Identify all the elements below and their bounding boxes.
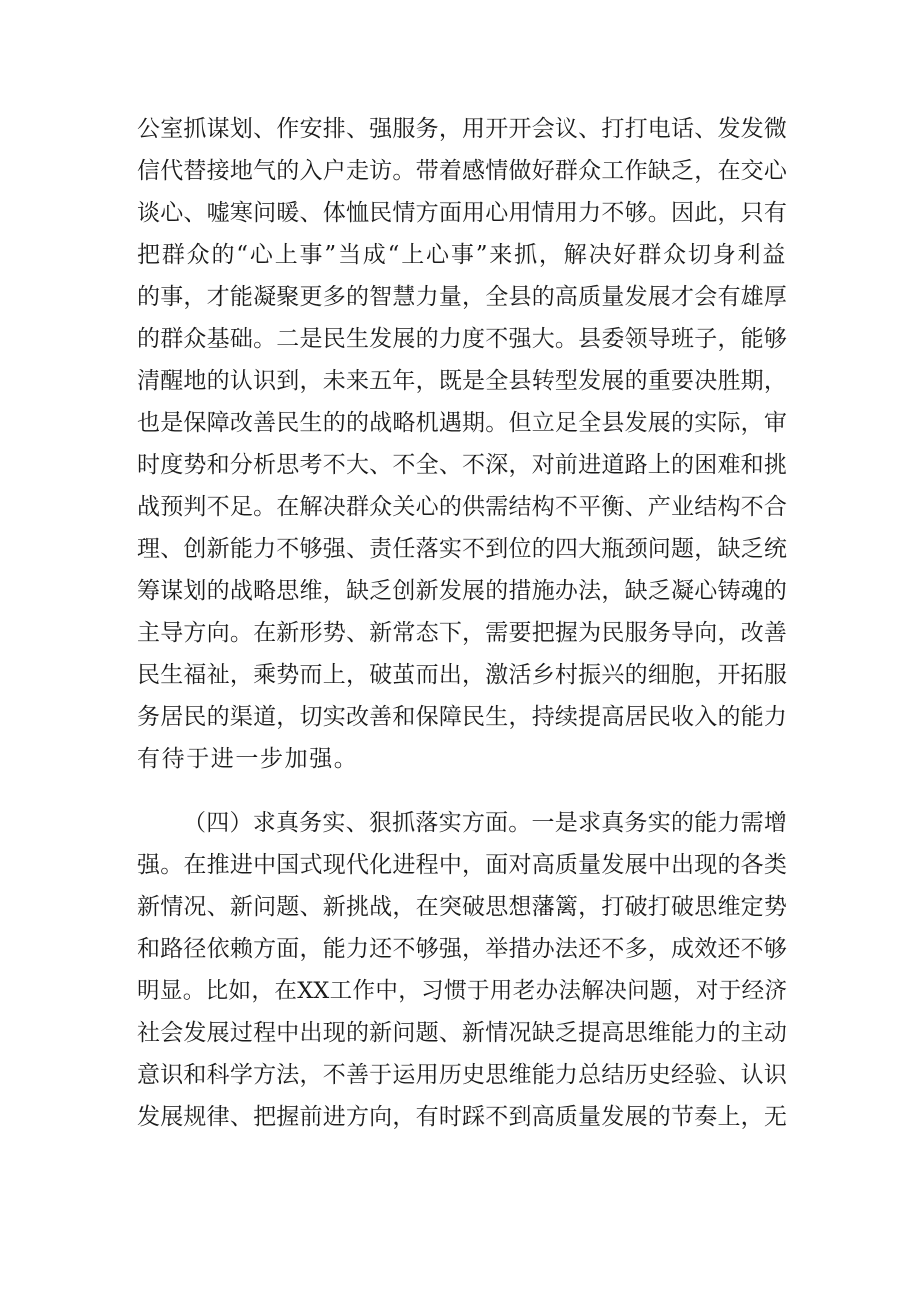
text-line: 强。在推进中国式现代化进程中，面对高质量发展中出现的各类 (137, 852, 787, 878)
text-line: （四）求真务实、狠抓落实方面。一是求真务实的能力需增 (183, 810, 787, 836)
text-line: 务居民的渠道，切实改善和保障民生，持续提高居民收入的能力 (137, 704, 787, 730)
text-line: 清醒地的认识到，未来五年，既是全县转型发展的重要决胜期， (137, 368, 787, 394)
paragraph-1 (137, 108, 787, 780)
text-line: 公室抓谋划、作安排、强服务，用开开会议、打打电话、发发微 (137, 116, 787, 142)
text-line: 谈心、嘘寒问暖、体恤民情方面用心用情用力不够。因此，只有 (137, 200, 787, 226)
text-line: 战预判不足。在解决群众关心的供需结构不平衡、产业结构不合 (137, 494, 787, 520)
text-line: 也是保障改善民生的的战略机遇期。但立足全县发展的实际，审 (137, 410, 787, 436)
text-line: 的群众基础。二是民生发展的力度不强大。县委领导班子，能够 (137, 326, 787, 352)
text-line: 信代替接地气的入户走访。带着感情做好群众工作缺乏，在交心 (137, 158, 787, 184)
text-line: 民生福祉，乘势而上，破茧而出，激活乡村振兴的细胞，开拓服 (137, 662, 787, 688)
text-line: 发展规律、把握前进方向，有时踩不到高质量发展的节奏上，无 (137, 1104, 787, 1130)
text-line: 时度势和分析思考不大、不全、不深，对前进道路上的困难和挑 (137, 452, 787, 478)
text-line: 把群众的“心上事”当成“上心事”来抓，解决好群众切身利益 (137, 242, 787, 268)
text-line: 明显。比如，在XX工作中，习惯于用老办法解决问题，对于经济 (137, 978, 787, 1004)
document-body (137, 108, 787, 1138)
text-line: 意识和科学方法，不善于运用历史思维能力总结历史经验、认识 (137, 1062, 787, 1088)
paragraph-2 (137, 802, 787, 1138)
text-line: 和路径依赖方面，能力还不够强，举措办法还不多，成效还不够 (137, 936, 787, 962)
text-line: 理、创新能力不够强、责任落实不到位的四大瓶颈问题，缺乏统 (137, 536, 787, 562)
text-line: 社会发展过程中出现的新问题、新情况缺乏提高思维能力的主动 (137, 1020, 787, 1046)
text-line: 新情况、新问题、新挑战，在突破思想藩篱，打破打破思维定势 (137, 894, 787, 920)
text-line: 主导方向。在新形势、新常态下，需要把握为民服务导向，改善 (137, 620, 787, 646)
text-line: 的事，才能凝聚更多的智慧力量，全县的高质量发展才会有雄厚 (137, 284, 787, 310)
text-line: 筹谋划的战略思维，缺乏创新发展的措施办法，缺乏凝心铸魂的 (137, 578, 787, 604)
text-line: 有待于进一步加强。 (137, 746, 359, 772)
